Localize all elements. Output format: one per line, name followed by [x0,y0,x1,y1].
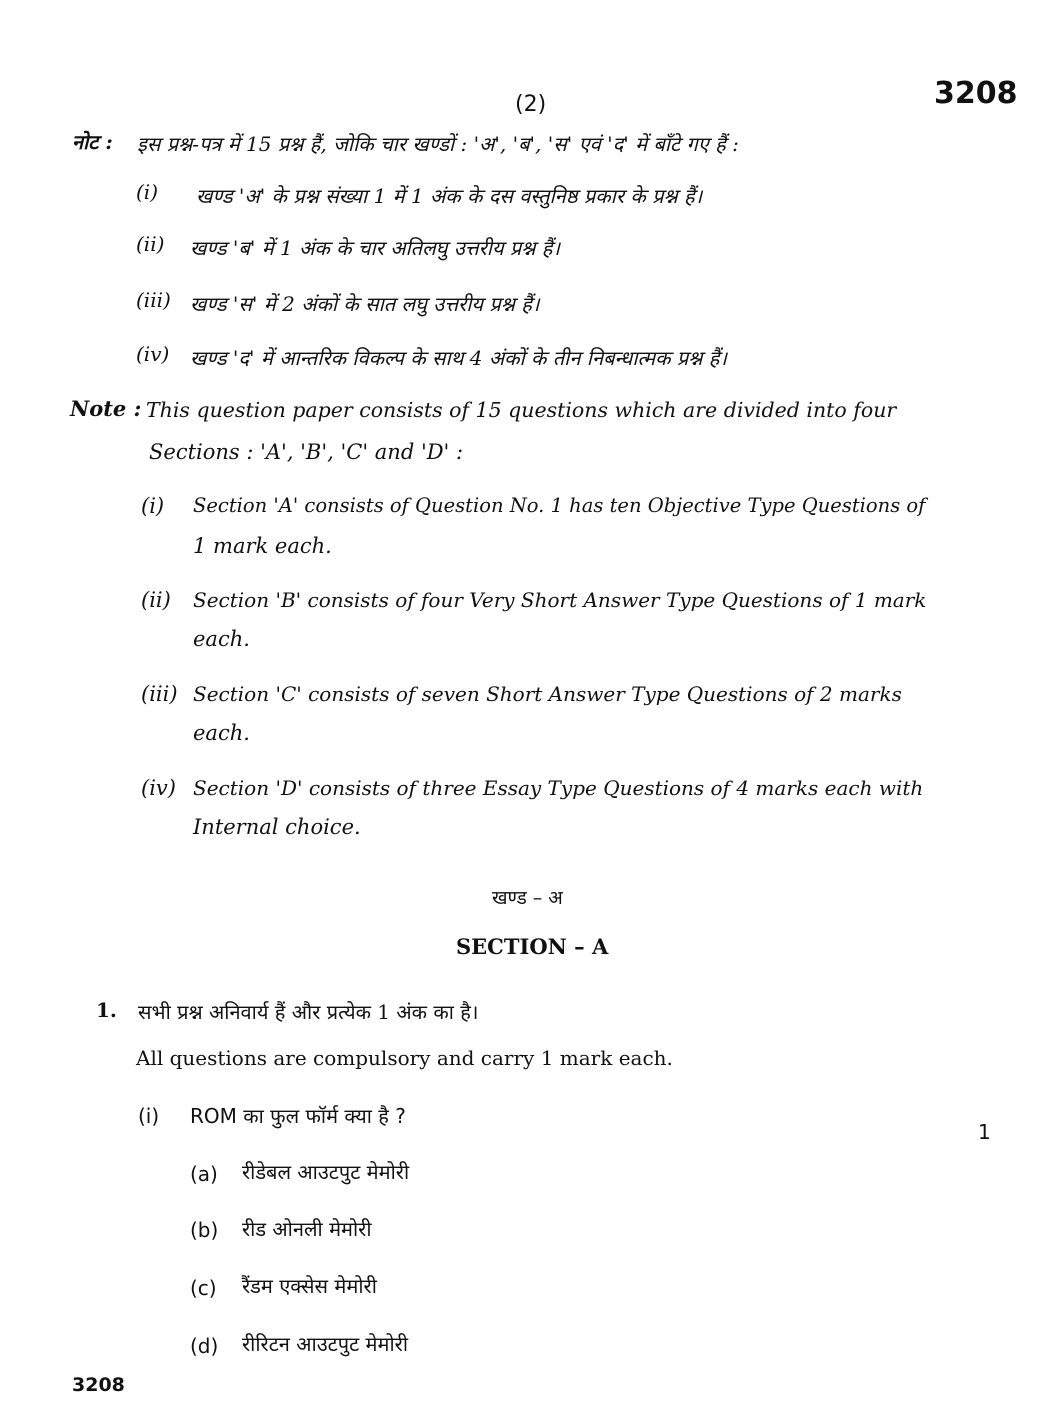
page-number: (2) [515,92,547,117]
hindi-item-text: खण्ड 'अ' के प्रश्न संख्या 1 में 1 अंक के दस वस्तुनिष्ठ प्रकार के प्रश्न हैं। [196,184,703,208]
english-item-num: (iii) [141,682,178,706]
option-label: (b) [190,1218,219,1242]
hindi-note-text: इस प्रश्न-पत्र में 15 प्रश्न हैं, जोकि चार खण्डों : 'अ', 'ब', 'स' एवं 'द' में बाँटे गए हैं : [137,132,739,156]
english-note-label: Note : [70,396,142,421]
option-text: रीड ओनली मेमोरी [242,1217,372,1241]
option-text: रीडेबल आउटपुट मेमोरी [242,1160,410,1184]
english-item-line2: each. [193,627,250,651]
option-text: रीरिटन आउटपुट मेमोरी [242,1332,408,1356]
paper-code: 3208 [934,76,1018,111]
english-item-line2: Internal choice. [193,815,361,839]
hindi-item-num: (i) [136,180,159,204]
subquestion-text: ROM का फुल फॉर्म क्या है ? [190,1104,406,1128]
question-number: 1. [96,998,117,1022]
question-english-instruction: All questions are compulsory and carry 1 mark each. [136,1046,673,1070]
hindi-item-num: (iii) [136,288,171,312]
english-item-line1: Section 'B' consists of four Very Short Answer Type Questions of 1 mark [193,588,927,612]
hindi-item-text: खण्ड 'स' में 2 अंकों के सात लघु उत्तरीय प्रश्न हैं। [190,292,540,316]
english-item-line1: Section 'C' consists of seven Short Answer Type Questions of 2 marks [193,682,902,706]
english-item-line2: each. [193,721,250,745]
option-label: (c) [190,1276,217,1300]
english-item-line1: Section 'A' consists of Question No. 1 has ten Objective Type Questions of [193,494,926,517]
question-hindi-instruction: सभी प्रश्न अनिवार्य हैं और प्रत्येक 1 अंक का है। [138,1000,479,1024]
english-note-line1: This question paper consists of 15 questions which are divided into four [146,398,897,422]
english-note-line2: Sections : 'A', 'B', 'C' and 'D' : [149,440,464,464]
hindi-note-label: नोट : [72,130,113,154]
hindi-item-num: (iv) [136,342,170,366]
english-item-num: (ii) [141,588,171,612]
option-text: रैंडम एक्सेस मेमोरी [242,1274,377,1298]
subquestion-number: (i) [138,1104,160,1128]
subquestion-marks: 1 [978,1120,991,1144]
english-item-line2: 1 mark each. [193,534,332,558]
english-item-num: (i) [141,494,165,518]
hindi-item-text: खण्ड 'द' में आन्तरिक विकल्प के साथ 4 अंकों के तीन निबन्धात्मक प्रश्न हैं। [190,346,727,370]
english-item-num: (iv) [141,776,176,800]
footer-paper-code: 3208 [72,1374,125,1396]
english-item-line1: Section 'D' consists of three Essay Type Questions of 4 marks each with [193,776,924,800]
section-english-title: SECTION – A [456,934,609,959]
hindi-item-text: खण्ड 'ब' में 1 अंक के चार अतिलघु उत्तरीय प्रश्न हैं। [190,236,560,260]
section-hindi-title: खण्ड – अ [492,887,563,909]
option-label: (d) [190,1334,219,1358]
hindi-item-num: (ii) [136,232,165,256]
option-label: (a) [190,1162,218,1186]
